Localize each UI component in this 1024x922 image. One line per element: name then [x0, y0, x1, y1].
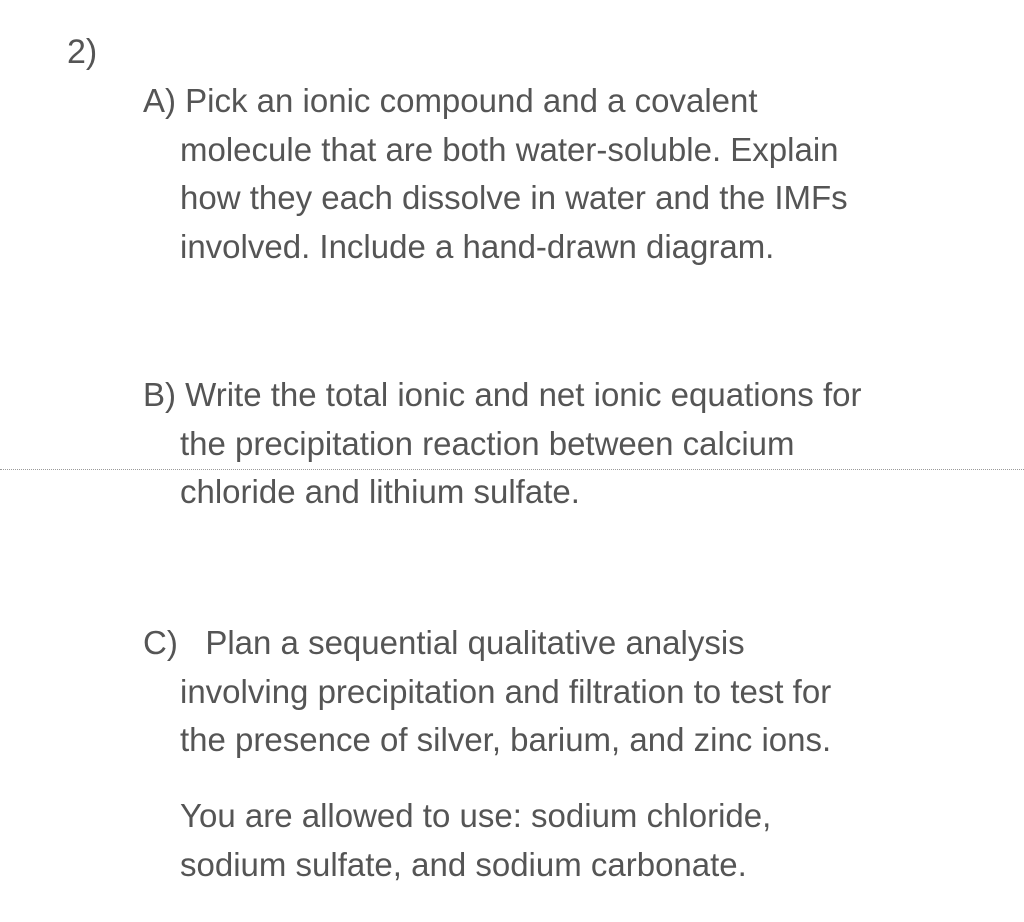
part-b-line-2: the precipitation reaction between calcium	[180, 424, 795, 462]
part-c-line-1: C) Plan a sequential qualitative analysis	[143, 624, 745, 661]
part-a-line-4: involved. Include a hand-drawn diagram.	[180, 227, 775, 265]
part-a-line-2: molecule that are both water-soluble. Explain	[180, 130, 839, 168]
part-a-prompt	[143, 77, 1003, 271]
part-b-prompt	[143, 371, 1003, 517]
question-number: 2)	[67, 33, 98, 71]
page-divider	[0, 469, 1024, 470]
part-c-prompt	[143, 619, 1003, 765]
part-a-line-1: A) Pick an ionic compound and a covalent	[143, 82, 758, 119]
part-c-line-2: involving precipitation and filtration to test for	[180, 672, 832, 710]
part-c-line-3: the presence of silver, barium, and zinc ions.	[180, 721, 832, 758]
part-c-allowed-reagents	[180, 792, 771, 889]
part-c-note-line-2: sodium sulfate, and sodium carbonate.	[180, 845, 747, 883]
part-b-line-1: B) Write the total ionic and net ionic equations for	[143, 376, 862, 413]
part-a-line-3: how they each dissolve in water and the IMFs	[180, 179, 848, 216]
part-c-note-line-1: You are allowed to use: sodium chloride,	[180, 797, 772, 834]
part-b-line-3: chloride and lithium sulfate.	[180, 473, 580, 510]
